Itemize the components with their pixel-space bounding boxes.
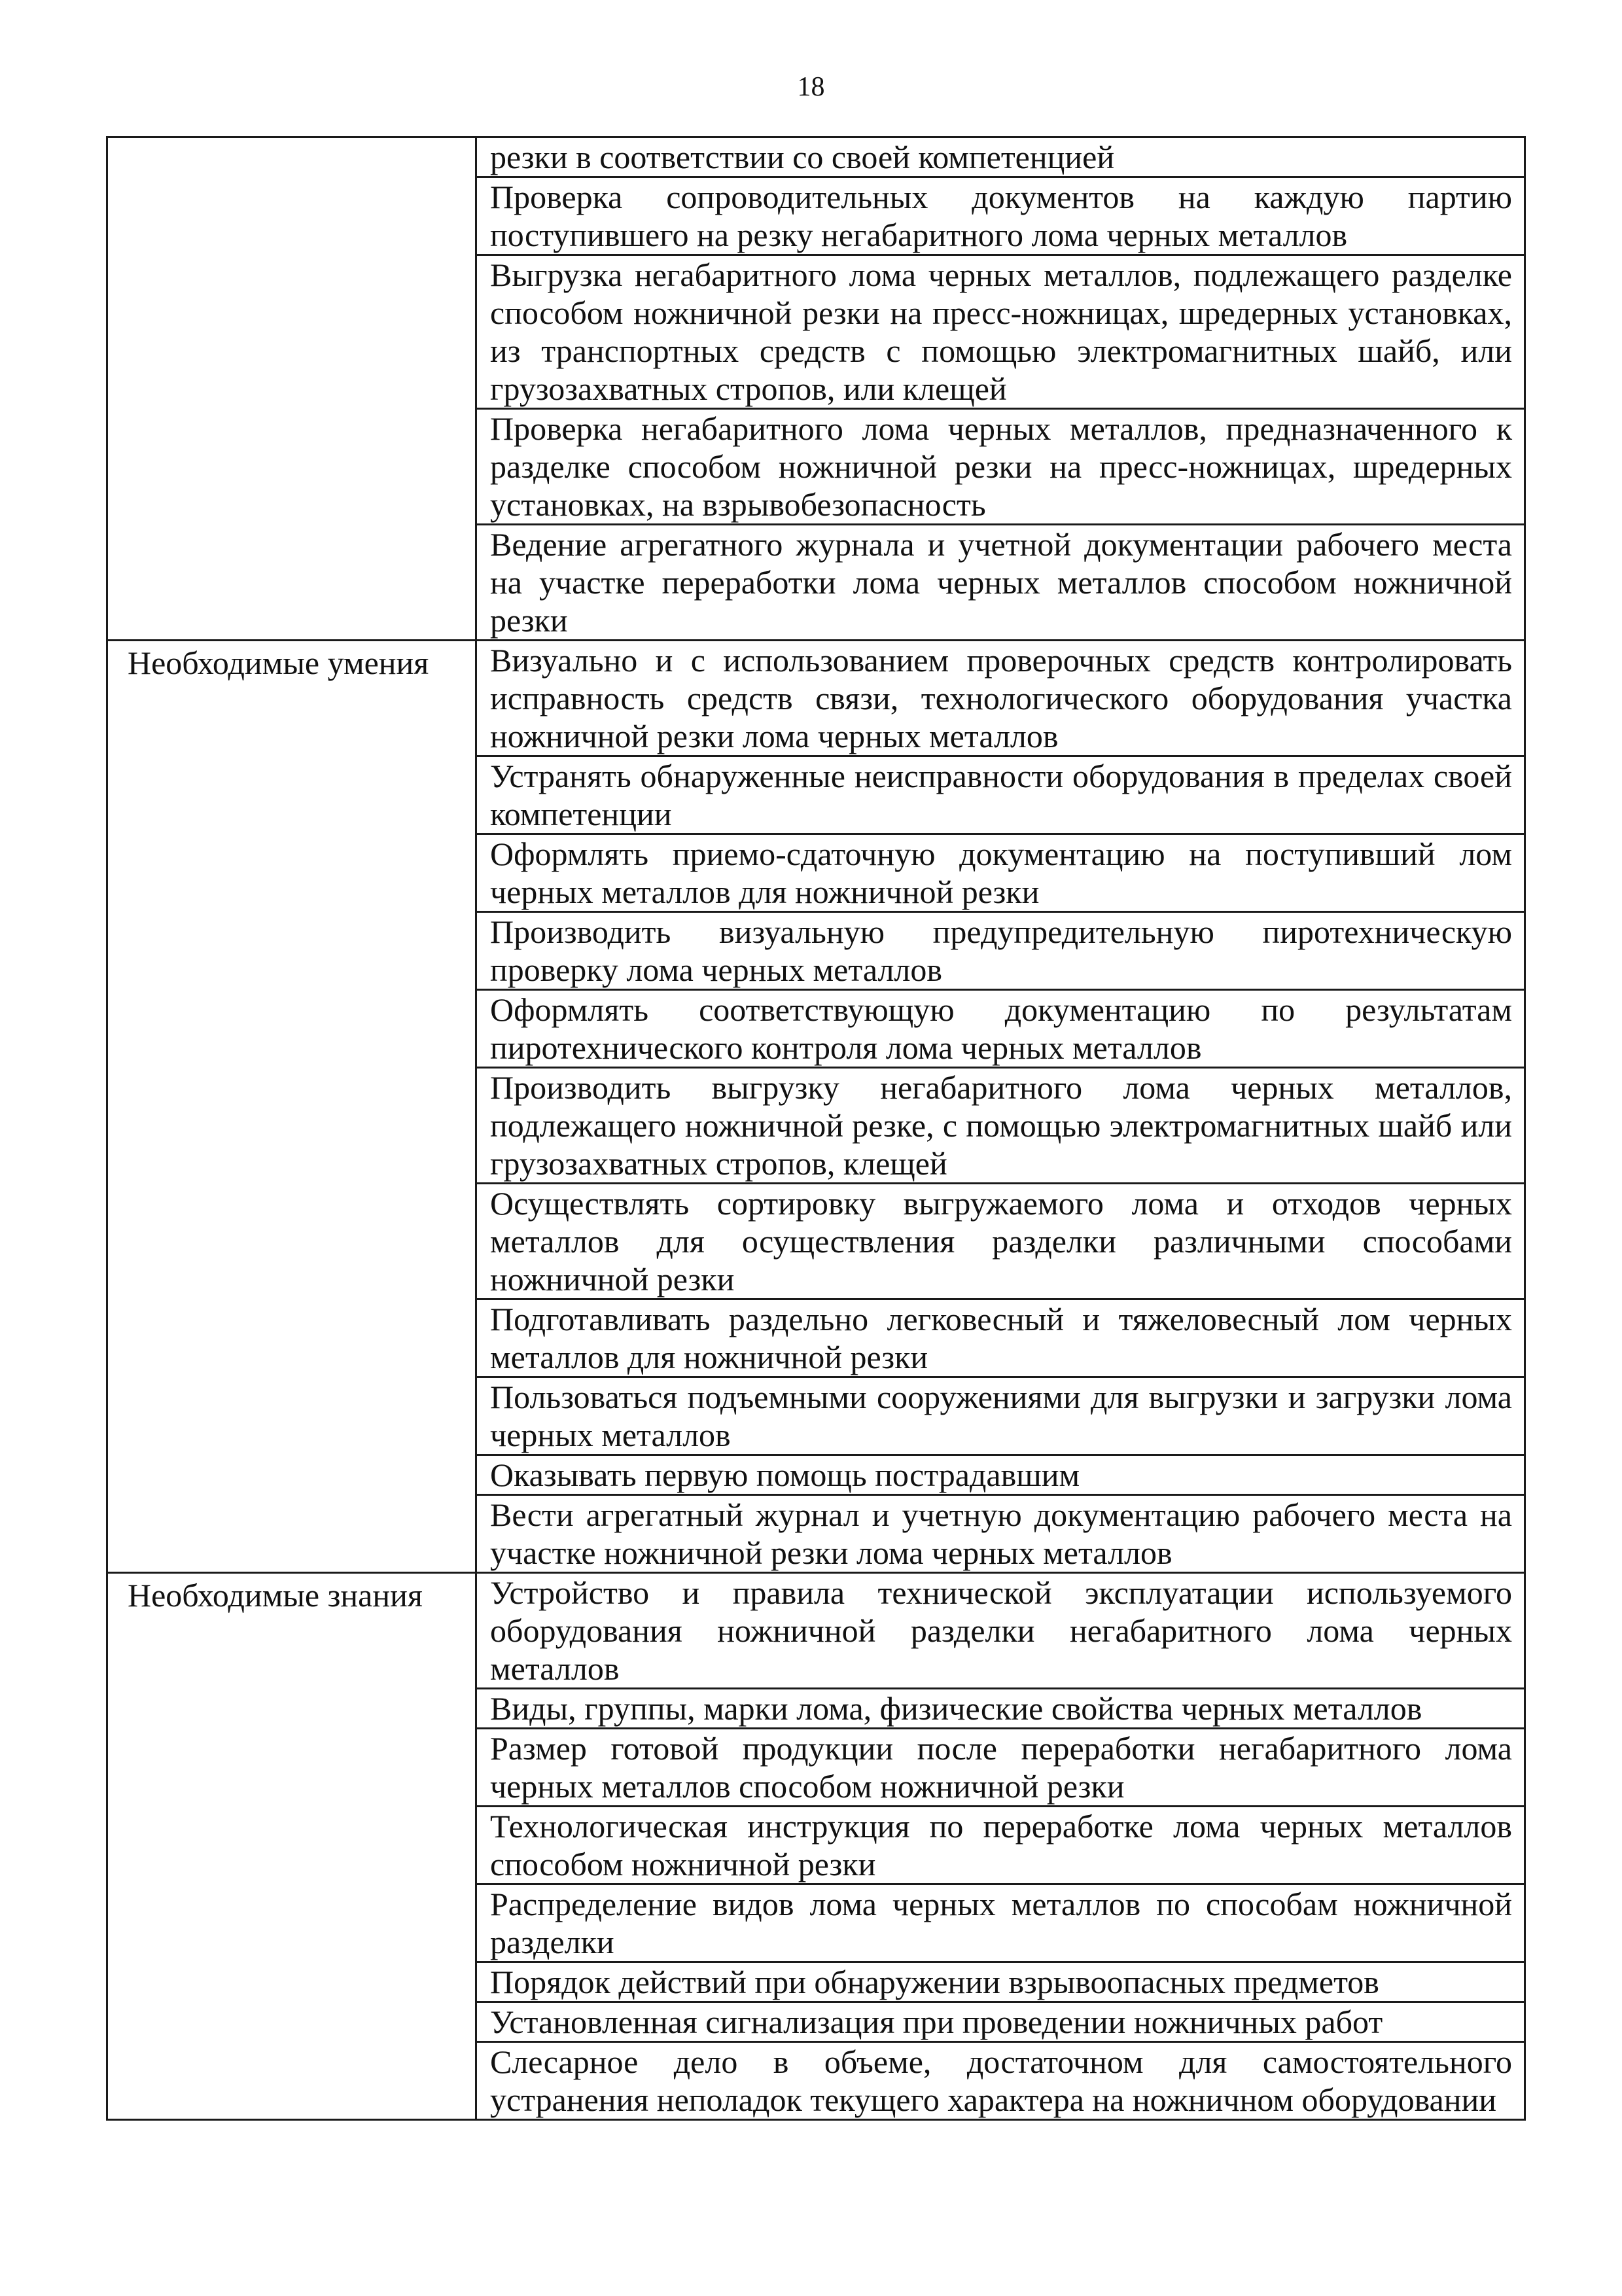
- table-cell-item: Оформлять соответствующую документацию по результатам пиротехнического контроля лома черных металлов: [476, 990, 1525, 1068]
- section-label-empty: [107, 137, 476, 641]
- table-cell-item: Производить выгрузку негабаритного лома черных металлов, подлежащего ножничной резке, с помощью электромагнитных шайб или грузозахватных стропов, клещей: [476, 1068, 1525, 1184]
- table-cell-item: Выгрузка негабаритного лома черных металлов, подлежащего разделке способом ножничной резки на пресс-ножницах, шредерных установках, из транспортных средств с помощью электромагнитных шайб, или грузозахватных стропов, или клещей: [476, 255, 1525, 409]
- table-cell-item: Проверка негабаритного лома черных металлов, предназначенного к разделке способом ножничной резки на пресс-ножницах, шредерных установках, на взрывобезопасность: [476, 409, 1525, 525]
- table-cell-item: Распределение видов лома черных металлов по способам ножничной разделки: [476, 1884, 1525, 1962]
- table-cell-item: Ведение агрегатного журнала и учетной документации рабочего места на участке переработки лома черных металлов способом ножничной резки: [476, 525, 1525, 641]
- table-cell-item: Порядок действий при обнаружении взрывоопасных предметов: [476, 1962, 1525, 2002]
- table-row: [107, 137, 1525, 177]
- table-row: [107, 641, 1525, 756]
- table-cell-item: Подготавливать раздельно легковесный и тяжеловесный лом черных металлов для ножничной резки: [476, 1299, 1525, 1377]
- table-cell-item: Вести агрегатный журнал и учетную документацию рабочего места на участке ножничной резки лома черных металлов: [476, 1495, 1525, 1573]
- table-cell-item: Виды, группы, марки лома, физические свойства черных металлов: [476, 1689, 1525, 1729]
- table-cell-item: Пользоваться подъемными сооружениями для выгрузки и загрузки лома черных металлов: [476, 1377, 1525, 1455]
- page-number: 18: [797, 72, 825, 102]
- table-cell-item: Визуально и с использованием проверочных средств контролировать исправность средств связи, технологического оборудования участка ножничной резки лома черных металлов: [476, 641, 1525, 756]
- table-cell-item: Размер готовой продукции после переработки негабаритного лома черных металлов способом ножничной резки: [476, 1729, 1525, 1807]
- table-cell-item: Слесарное дело в объеме, достаточном для самостоятельного устранения неполадок текущего характера на ножничном оборудовании: [476, 2042, 1525, 2120]
- table-cell-item: Оказывать первую помощь пострадавшим: [476, 1455, 1525, 1495]
- competency-table: [106, 136, 1526, 2121]
- table-cell-item: Оформлять приемо-сдаточную документацию на поступивший лом черных металлов для ножничной резки: [476, 834, 1525, 912]
- table-cell-item: Производить визуальную предупредительную пиротехническую проверку лома черных металлов: [476, 912, 1525, 990]
- table-row: [107, 1573, 1525, 1689]
- table-cell-item: резки в соответствии со своей компетенцией: [476, 137, 1525, 177]
- table-cell-item: Устройство и правила технической эксплуатации используемого оборудования ножничной разделки негабаритного лома черных металлов: [476, 1573, 1525, 1689]
- section-label: Необходимые знания: [107, 1573, 476, 2120]
- table-cell-item: Установленная сигнализация при проведении ножничных работ: [476, 2002, 1525, 2042]
- table-body: [107, 137, 1525, 2120]
- section-label: Необходимые умения: [107, 641, 476, 1573]
- table-cell-item: Устранять обнаруженные неисправности оборудования в пределах своей компетенции: [476, 756, 1525, 834]
- table-cell-item: Осуществлять сортировку выгружаемого лома и отходов черных металлов для осуществления разделки различными способами ножничной резки: [476, 1184, 1525, 1299]
- table-cell-item: Технологическая инструкция по переработке лома черных металлов способом ножничной резки: [476, 1807, 1525, 1884]
- table-cell-item: Проверка сопроводительных документов на каждую партию поступившего на резку негабаритного лома черных металлов: [476, 177, 1525, 255]
